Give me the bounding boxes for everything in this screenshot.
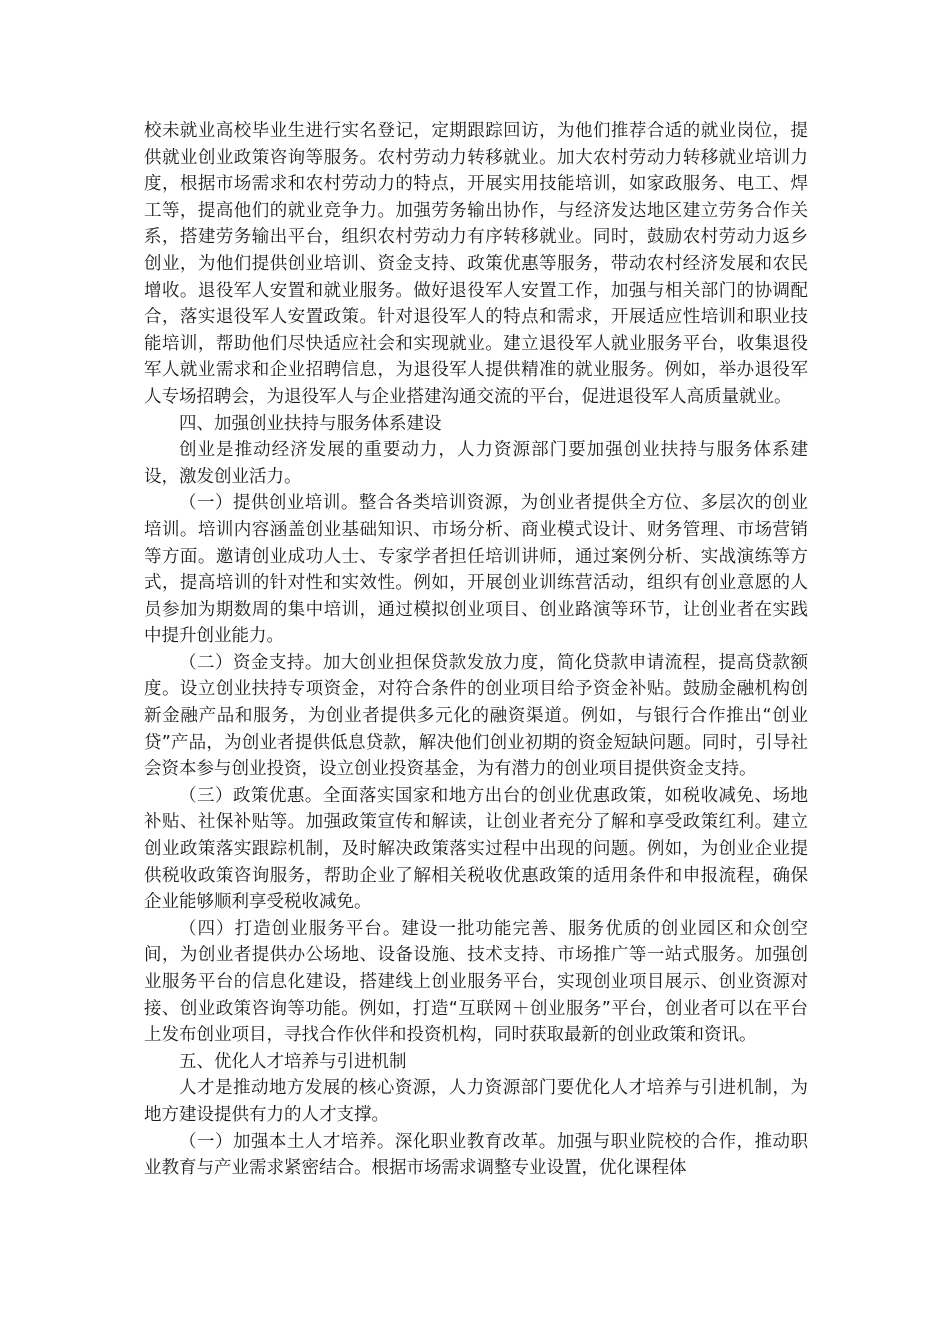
body-paragraph: （四）打造创业服务平台。建设一批功能完善、服务优质的创业园区和众创空间，为创业者提供办公场地、设备设施、技术支持、市场推广等一站式服务。加强创业服务平台的信息化建设，搭建线上创业服务平台，实现创业项目展示、创业资源对接、创业政策咨询等功能。例如，打造“互联网＋创业服务”平台，创业者可以在平台上发布创业项目，寻找合作伙伴和投资机构，同时获取最新的创业政策和资讯。: [144, 918, 808, 1046]
body-paragraph: （三）政策优惠。全面落实国家和地方出台的创业优惠政策，如税收减免、场地补贴、社保补贴等。加强政策宣传和解读，让创业者充分了解和享受政策红利。建立创业政策落实跟踪机制，及时解决政策落实过程中出现的问题。例如，为创业企业提供税收政策咨询服务，帮助企业了解相关税收优惠政策的适用条件和申报流程，确保企业能够顺利享受税收减免。: [144, 785, 808, 913]
body-paragraph: 创业是推动经济发展的重要动力，人力资源部门要加强创业扶持与服务体系建设，激发创业活力。: [144, 440, 808, 487]
body-paragraph: （一）加强本土人才培养。深化职业教育改革。加强与职业院校的合作，推动职业教育与产业需求紧密结合。根据市场需求调整专业设置，优化课程体: [144, 1131, 808, 1179]
section-heading-4: 四、加强创业扶持与服务体系建设: [179, 413, 442, 434]
body-paragraph-continued: 校未就业高校毕业生进行实名登记，定期跟踪回访，为他们推荐合适的就业岗位，提供就业创业政策咨询等服务。农村劳动力转移就业。加大农村劳动力转移就业培训力度，根据市场需求和农村劳动力的特点，开展实用技能培训，如家政服务、电工、焊工等，提高他们的就业竞争力。加强劳务输出协作，与经济发达地区建立劳务合作关系，搭建劳务输出平台，组织农村劳动力有序转移就业。同时，鼓励农村劳动力返乡创业，为他们提供创业培训、资金支持、政策优惠等服务，带动农村经济发展和农民增收。退役军人安置和就业服务。做好退役军人安置工作，加强与相关部门的协调配合，落实退役军人安置政策。针对退役军人的特点和需求，开展适应性培训和职业技能培训，帮助他们尽快适应社会和实现就业。建立退役军人就业服务平台，收集退役军人就业需求和企业招聘信息，为退役军人提供精准的就业服务。例如，举办退役军人专场招聘会，为退役军人与企业搭建沟通交流的平台，促进退役军人高质量就业。: [144, 121, 808, 407]
body-paragraph: （一）提供创业培训。整合各类培训资源，为创业者提供全方位、多层次的创业培训。培训内容涵盖创业基础知识、市场分析、商业模式设计、财务管理、市场营销等方面。邀请创业成功人士、专家学者担任培训讲师，通过案例分析、实战演练等方式，提高培训的针对性和实效性。例如，开展创业训练营活动，组织有创业意愿的人员参加为期数周的集中培训，通过模拟创业项目、创业路演等环节，让创业者在实践中提升创业能力。: [144, 493, 808, 647]
body-paragraph: （二）资金支持。加大创业担保贷款发放力度，简化贷款申请流程，提高贷款额度。设立创业扶持专项资金，对符合条件的创业项目给予资金补贴。鼓励金融机构创新金融产品和服务，为创业者提供多元化的融资渠道。例如，与银行合作推出“创业贷”产品，为创业者提供低息贷款，解决他们创业初期的资金短缺问题。同时，引导社会资本参与创业投资，设立创业投资基金，为有潜力的创业项目提供资金支持。: [144, 652, 808, 780]
document-page: [144, 118, 808, 1182]
body-paragraph: 人才是推动地方发展的核心资源，人力资源部门要优化人才培养与引进机制，为地方建设提供有力的人才支撑。: [144, 1078, 808, 1125]
section-heading-5: 五、优化人才培养与引进机制: [179, 1051, 407, 1072]
